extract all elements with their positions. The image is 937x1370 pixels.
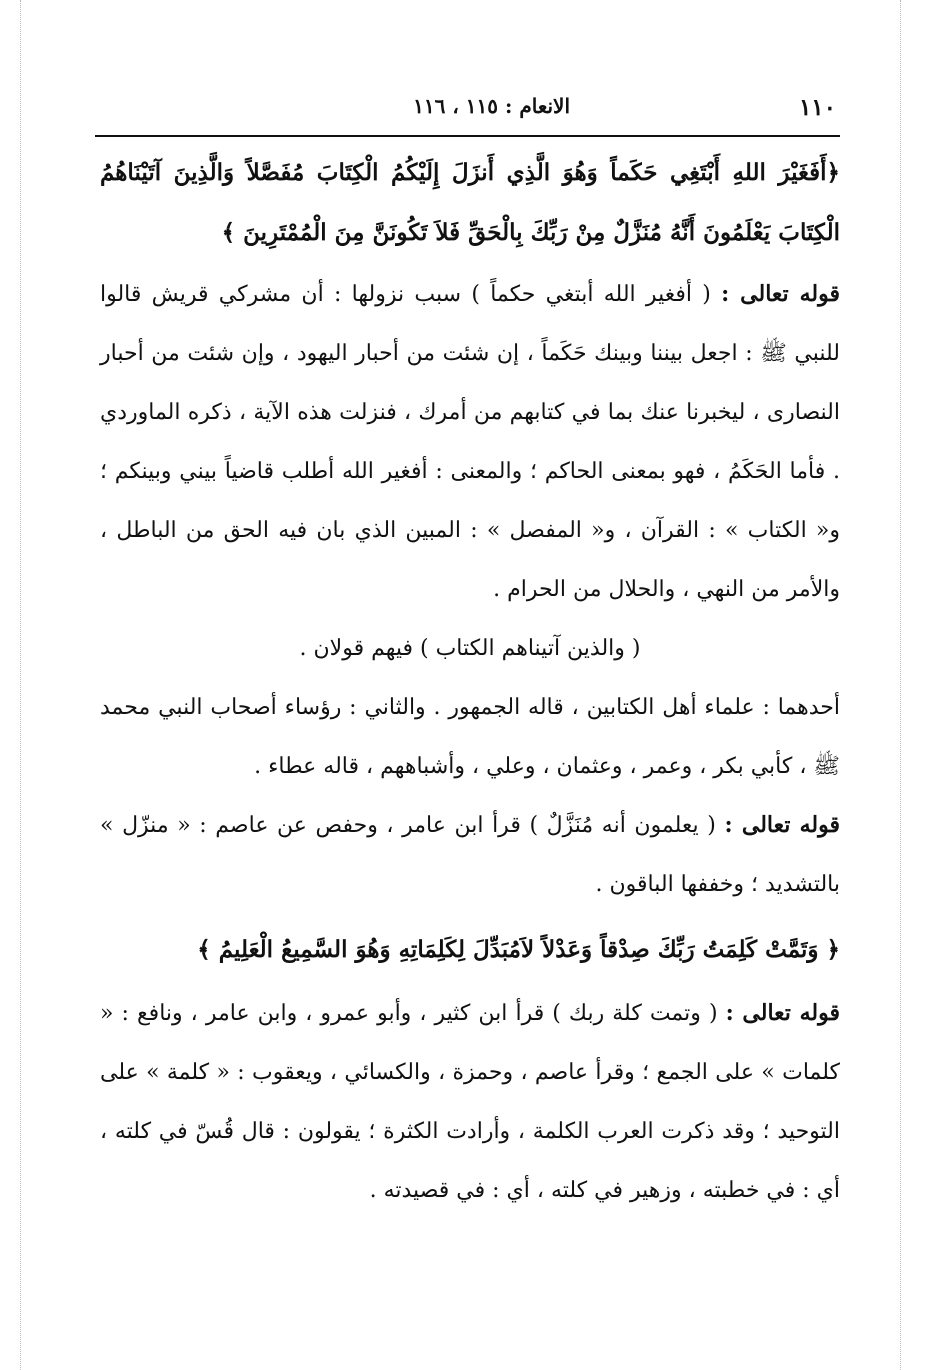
commentary-paragraph-2: ( والذين آتيناهم الكتاب ) فيهم قولان . (299, 636, 641, 661)
commentary-paragraph-3: أحدهما : علماء أهل الكتابين ، قاله الجمهور . والثاني : رؤساء أصحاب النبي محمد ﷺ ، كأبي بكر ، وعمر ، وعثمان ، وعلي ، وأشباههم ، قاله عطاء . (100, 695, 840, 779)
paragraph-text: ( وتمت كلة ربك ) قرأ ابن كثير ، وأبو عمرو ، وابن عامر ، ونافع : « كلمات » على الجمع ؛ وقرأ عاصم ، وحمزة ، والكسائي ، ويعقوب : « كلمة » على التوحيد ؛ وقد ذكرت العرب الكلمة ، وأرادت الكثرة ؛ يقولون : قال قُسّ في كلته ، أي : في خطبته ، وزهير في كلته ، أي : في قصيدته . (100, 1001, 840, 1203)
quran-verse-1: ﴿أَفَغَيْرَ اللهِ أَبْتَغِي حَكَماً وَهُوَ الَّذِي أَنزَلَ إِلَيْكُمُ الْكِتَابَ مُفَصَّلاً وَالَّذِينَ آتَيْنَاهُمُ الْكِتَابَ يَعْلَمُونَ أَنَّهُ مُنَزَّلٌ مِنْ رَبِّكَ بِالْحَقِّ فَلاَ تَكُونَنَّ مِنَ الْمُمْتَرِينَ ﴾ (100, 159, 840, 246)
page-body (100, 143, 840, 1220)
page-header (95, 92, 840, 132)
header-rule (95, 135, 840, 137)
commentary-paragraph-5 (100, 984, 840, 1220)
running-head: الانعام : ١١٥ ، ١١٦ (413, 94, 570, 118)
paragraph-lead: قوله تعالى : (725, 1000, 840, 1026)
paragraph-lead: قوله تعالى : (721, 281, 840, 307)
scan-edge-left (20, 0, 21, 1370)
paragraph-lead: قوله تعالى : (724, 812, 840, 838)
page-number: ١١٠ (798, 94, 836, 121)
commentary-paragraph-4 (100, 796, 840, 914)
commentary-paragraph-1 (100, 265, 840, 619)
scan-edge-right (900, 0, 901, 1370)
paragraph-text: ( يعلمون أنه مُنَزَّلٌ ) قرأ ابن عامر ، وحفص عن عاصم : « منزّل » بالتشديد ؛ وخففها الباقون . (100, 813, 840, 897)
paragraph-text: ( أفغير الله أبتغي حكماً ) سبب نزولها : أن مشركي قريش قالوا للنبي ﷺ : اجعل بيننا وبينك حَكَماً ، إن شئت من أحبار اليهود ، وإن شئت من أحبار النصارى ، ليخبرنا عنك بما في كتابهم من أمرك ، فنزلت هذه الآية ، ذكره الماوردي . فأما الحَكَمُ ، فهو بمعنى الحاكم ؛ والمعنى : أفغير الله أطلب قاضياً بيني وبينكم ؛ و« الكتاب » : القرآن ، و« المفصل » : المبين الذي بان فيه الحق من الباطل ، والأمر من النهي ، والحلال من الحرام . (100, 282, 840, 602)
quran-verse-2: ﴿ وَتَمَّتْ كَلِمَتُ رَبِّكَ صِدْقاً وَعَدْلاً لاَمُبَدِّلَ لِكَلِمَاتِهِ وَهُوَ السَّمِيعُ الْعَلِيمُ ﴾ (197, 936, 840, 963)
